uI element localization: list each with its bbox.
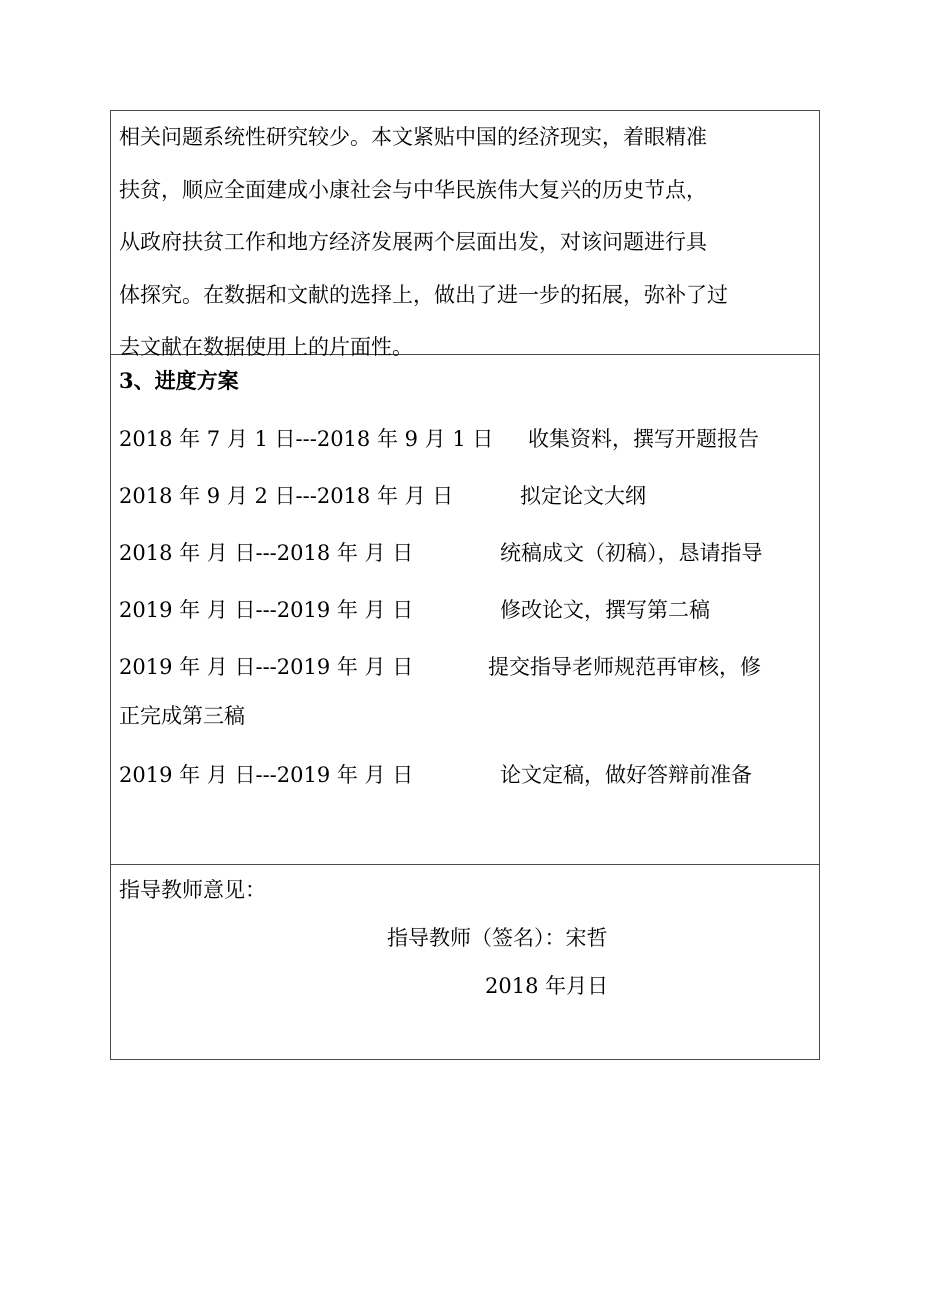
schedule-date: 2018 年 7 月 1 日---2018 年 9 月 1 日 xyxy=(119,427,494,451)
schedule-task: 修改论文，撰写第二稿 xyxy=(500,598,710,622)
advisor-signature: 指导教师（签名）：宋哲 xyxy=(387,926,608,950)
schedule-task: 拟定论文大纲 xyxy=(520,484,646,508)
advisor-opinion-label: 指导教师意见： xyxy=(119,878,266,902)
schedule-date: 2018 年 月 日---2018 年 月 日 xyxy=(119,541,414,565)
schedule-date: 2019 年 月 日---2019 年 月 日 xyxy=(119,655,414,679)
section-heading: 3、进度方案 xyxy=(119,368,239,393)
schedule-date: 2018 年 9 月 2 日---2018 年 月 日 xyxy=(119,484,454,508)
schedule-task: 收集资料，撰写开题报告 xyxy=(528,427,759,451)
intro-line: 相关问题系统性研究较少。本文紧贴中国的经济现实，着眼精准 xyxy=(119,125,707,149)
intro-line: 体探究。在数据和文献的选择上，做出了进一步的拓展，弥补了过 xyxy=(119,282,728,307)
schedule-task: 统稿成文（初稿），恳请指导 xyxy=(500,541,763,565)
advisor-opinion-cell xyxy=(111,865,819,1059)
schedule-task: 论文定稿，做好答辩前准备 xyxy=(500,763,752,787)
progress-plan-cell xyxy=(111,355,819,865)
research-significance-cell xyxy=(111,111,819,359)
intro-line: 扶贫，顺应全面建成小康社会与中华民族伟大复兴的历史节点， xyxy=(119,177,707,202)
schedule-date: 2019 年 月 日---2019 年 月 日 xyxy=(119,763,414,787)
proposal-table xyxy=(110,110,820,1060)
schedule-date: 2019 年 月 日---2019 年 月 日 xyxy=(119,598,414,622)
schedule-task: 提交指导老师规范再审核，修 xyxy=(488,655,761,679)
intro-line: 去文献在数据使用上的片面性。 xyxy=(119,335,413,359)
signature-date: 2018 年月日 xyxy=(485,974,609,998)
intro-line: 从政府扶贫工作和地方经济发展两个层面出发，对该问题进行具 xyxy=(119,230,707,254)
schedule-task-continuation: 正完成第三稿 xyxy=(119,704,245,728)
